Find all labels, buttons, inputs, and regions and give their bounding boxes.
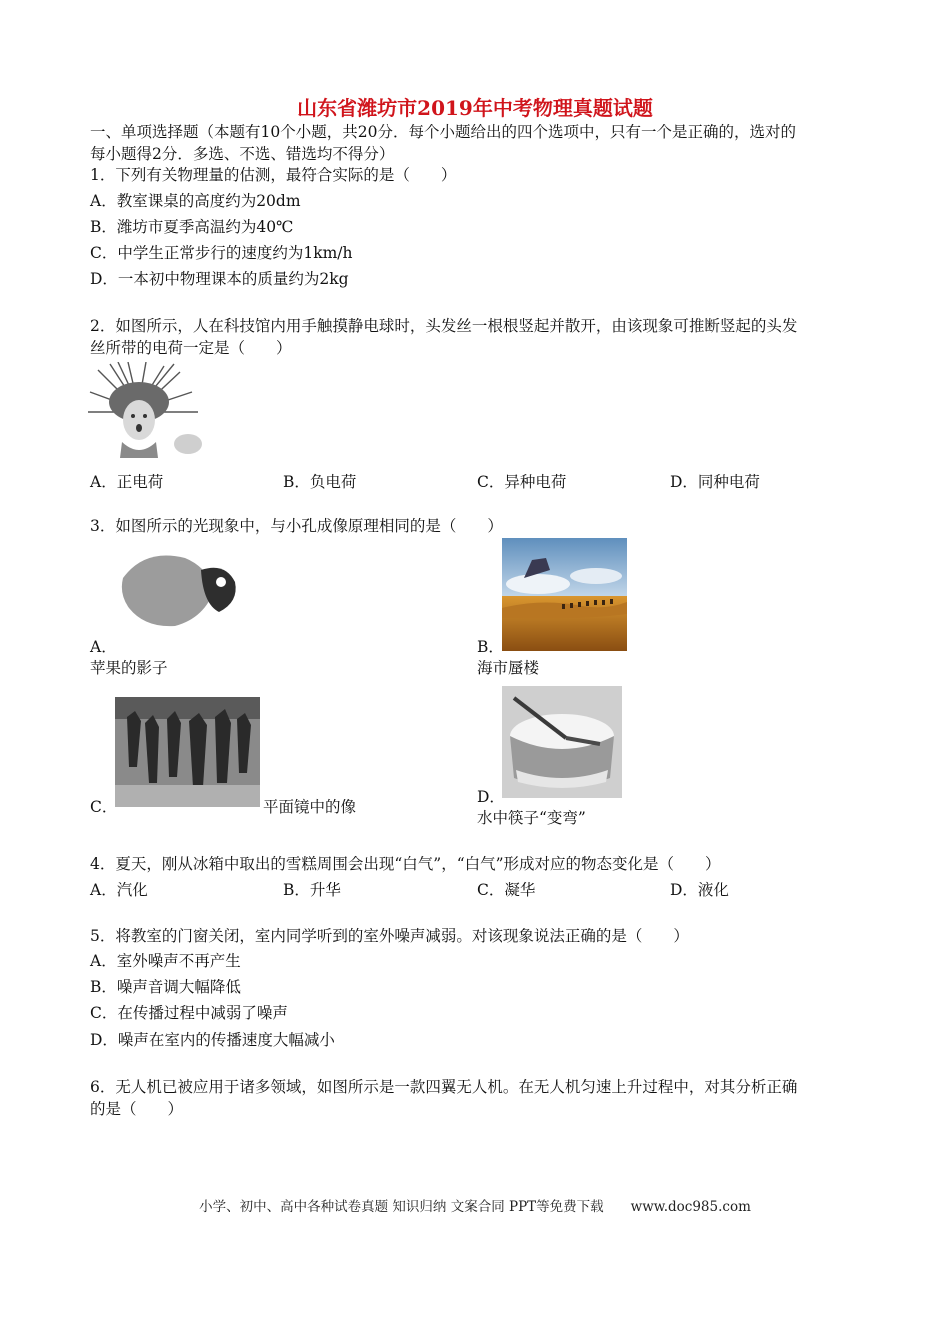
mirror-image-photo: [115, 697, 260, 807]
q3-option-c-caption: 平面镜中的像: [263, 798, 357, 816]
q3-option-b-caption: 海市蜃楼: [477, 659, 540, 677]
q2-stem-line1: 2．如图所示，人在科技馆内用手触摸静电球时，头发丝一根根竖起并散开，由该现象可推断竖起的头发: [90, 317, 798, 335]
q1-option-d: D．一本初中物理课本的质量约为2kg: [90, 270, 349, 288]
q2-option-a: A．正电荷: [90, 473, 164, 491]
q4-stem: 4．夏天，刚从冰箱中取出的雪糕周围会出现“白气”，“白气”形成对应的物态变化是（ ）: [90, 855, 721, 873]
q5-option-d: D．噪声在室内的传播速度大幅减小: [90, 1031, 335, 1049]
q1-stem: 1．下列有关物理量的估测，最符合实际的是（ ）: [90, 166, 457, 184]
q2-stem-line2: 丝所带的电荷一定是（ ）: [90, 339, 292, 357]
q3-option-d-letter: D．: [477, 788, 505, 806]
q3-stem: 3．如图所示的光现象中，与小孔成像原理相同的是（ ）: [90, 517, 503, 535]
q3-option-a-caption: 苹果的影子: [90, 659, 168, 677]
q4-option-a: A．汽化: [90, 881, 148, 899]
q5-option-b: B．噪声音调大幅降低: [90, 978, 241, 996]
q2-option-c: C．异种电荷: [477, 473, 567, 491]
q4-option-d: D．液化: [670, 881, 729, 899]
q4-option-b: B．升华: [283, 881, 341, 899]
q2-option-b: B．负电荷: [283, 473, 357, 491]
apple-shadow-photo: [115, 548, 243, 636]
chopsticks-water-photo: [502, 686, 622, 798]
q2-option-d: D．同种电荷: [670, 473, 760, 491]
q6-stem-line2: 的是（ ）: [90, 1100, 184, 1118]
q5-stem: 5．将教室的门窗关闭，室内同学听到的室外噪声减弱。对该现象说法正确的是（ ）: [90, 927, 689, 945]
q4-option-c: C．凝华: [477, 881, 536, 899]
q3-option-a-letter: A．: [90, 638, 117, 656]
section-instructions-line1: 一、单项选择题（本题有10个小题，共20分．每个小题给出的四个选项中，只有一个是正确的，选对的: [90, 123, 796, 141]
static-hair-photo: [88, 362, 210, 458]
section-instructions-line2: 每小题得2分．多选、不选、错选均不得分）: [90, 145, 395, 163]
q3-option-c-letter: C．: [90, 798, 118, 816]
q5-option-c: C．在传播过程中减弱了噪声: [90, 1004, 288, 1022]
q1-option-c: C．中学生正常步行的速度约为1km/h: [90, 244, 353, 262]
page-footer: 小学、初中、高中各种试卷真题 知识归纳 文案合同 PPT等免费下载 www.doc985.com: [199, 1199, 751, 1215]
q1-option-b: B．潍坊市夏季高温约为40℃: [90, 218, 294, 236]
document-title: 山东省潍坊市2019年中考物理真题试题: [297, 96, 653, 120]
mirage-photo: [502, 538, 627, 651]
q1-option-a: A．教室课桌的高度约为20dm: [90, 192, 301, 210]
q6-stem-line1: 6．无人机已被应用于诸多领域，如图所示是一款四翼无人机。在无人机匀速上升过程中，对其分析正确: [90, 1078, 798, 1096]
q3-option-b-letter: B．: [477, 638, 504, 656]
q3-option-d-caption: 水中筷子“变弯”: [477, 809, 586, 827]
q5-option-a: A．室外噪声不再产生: [90, 952, 241, 970]
